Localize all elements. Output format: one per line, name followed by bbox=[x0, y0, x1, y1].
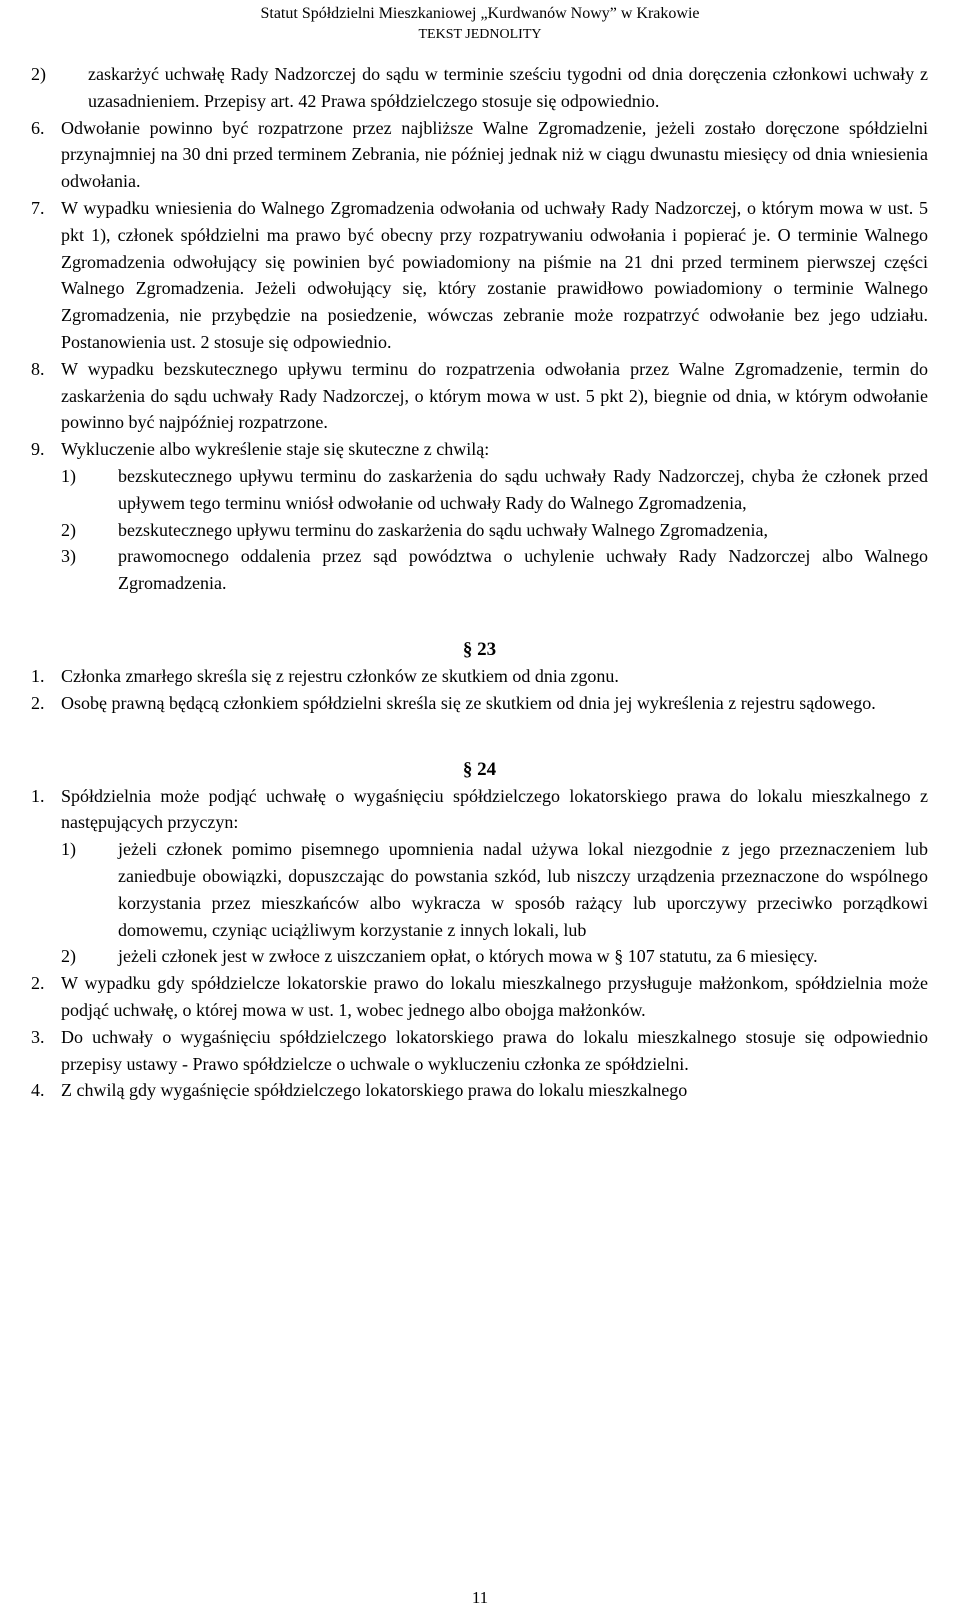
list-item-number: 2) bbox=[31, 64, 46, 84]
sub-list-item-number: 2) bbox=[61, 946, 76, 967]
list-item-number: 6. bbox=[31, 117, 45, 138]
list-item-text: W wypadku gdy spółdzielcze lokatorskie prawo do lokalu mieszkalnego przysługuje małżonkom, spółdzielnia może podjąć uchwałę, o której mowa w ust. 1, wobec jednego albo obojga małżonków. bbox=[61, 973, 928, 1020]
list-item bbox=[31, 356, 928, 436]
section-heading-23: § 23 bbox=[462, 638, 497, 660]
list-item-text: Do uchwały o wygaśnięciu spółdzielczego lokatorskiego prawa do lokalu mieszkalnego stosuje się odpowiednio przepisy ustawy - Prawo spółdzielcze o uchwale o wykluczeniu członka ze spółdzielni. bbox=[61, 1026, 928, 1074]
list-item bbox=[31, 1077, 928, 1104]
list-item-number: 7. bbox=[31, 197, 45, 218]
sub-list-item-text: jeżeli członek pomimo pisemnego upomnienia nadal używa lokal niezgodnie z jego przeznaczeniem lub zaniedbuje obowiązki, dopuszczając do powstania szkód, lub niszczy urządzenia przeznaczone do wspólnego korzystania przez mieszkańców albo wykracza w sposób rażący lub uporczywy przeciwko porządkowi domowemu, czyniąc uciążliwym korzystanie z innych lokali, lub bbox=[118, 839, 928, 940]
list-item-number: 8. bbox=[31, 358, 45, 379]
document-body bbox=[31, 61, 928, 1104]
sub-list-item-number: 2) bbox=[61, 519, 76, 540]
sub-list-item-number: 3) bbox=[61, 546, 76, 567]
list-item bbox=[31, 663, 928, 690]
list-item bbox=[31, 783, 928, 837]
header-subtitle: TEKST JEDNOLITY bbox=[418, 27, 542, 42]
list-item bbox=[31, 61, 928, 115]
list-item-text: Wykluczenie albo wykreślenie staje się skuteczne z chwilą: bbox=[61, 439, 490, 460]
list-item-text: Członka zmarłego skreśla się z rejestru członków ze skutkiem od dnia zgonu. bbox=[61, 665, 619, 686]
sub-list-item bbox=[61, 543, 928, 597]
sub-list-item-text: bezskutecznego upływu terminu do zaskarżenia do sądu uchwały Rady Nadzorczej, chyba że członek przed upływem tego terminu wniósł odwołanie od uchwały Rady do Walnego Zgromadzenia, bbox=[118, 465, 928, 513]
list-item-number: 4. bbox=[31, 1080, 45, 1101]
list-item-text: W wypadku wniesienia do Walnego Zgromadzenia odwołania od uchwały Rady Nadzorczej, o którym mowa w ust. 5 pkt 1), członek spółdzielni ma prawo być obecny przy rozpatrywaniu odwołania i popierać je. O terminie Walnego Zgromadzenia odwołujący się powinien być powiadomiony na piśmie na 21 dni przed terminem pierwszej części Walnego Zgromadzenia. Jeżeli odwołujący się, który zostanie prawidłowo powiadomiony o terminie Walnego Zgromadzenia, nie przybędzie na posiedzenie, wówczas zebranie może rozpatrzyć odwołanie bez jego udziału. Postanowienia ust. 2 stosuje się odpowiednio. bbox=[61, 197, 928, 352]
section-heading-24: § 24 bbox=[462, 758, 497, 780]
sub-list-item bbox=[61, 517, 928, 544]
spacer bbox=[31, 597, 928, 637]
sub-list-item-text: jeżeli członek jest w zwłoce z uiszczaniem opłat, o których mowa w § 107 statutu, za 6 miesięcy. bbox=[118, 946, 818, 967]
list-item-number: 9. bbox=[31, 439, 45, 460]
page-header bbox=[0, 2, 960, 44]
sub-list-item-text: prawomocnego oddalenia przez sąd powództwa o uchylenie uchwały Rady Nadzorczej albo Walnego Zgromadzenia. bbox=[118, 546, 928, 594]
list-item-number: 2. bbox=[31, 973, 45, 994]
list-item bbox=[31, 436, 928, 463]
spacer bbox=[31, 717, 928, 757]
list-item bbox=[31, 970, 928, 1024]
header-document-title: Statut Spółdzielni Mieszkaniowej „Kurdwanów Nowy” w Krakowie bbox=[260, 5, 700, 22]
page-number: 11 bbox=[471, 1588, 489, 1607]
list-item-text: Z chwilą gdy wygaśnięcie spółdzielczego lokatorskiego prawa do lokalu mieszkalnego bbox=[61, 1080, 688, 1101]
list-item bbox=[31, 690, 928, 717]
list-item bbox=[31, 1024, 928, 1078]
list-item-text: W wypadku bezskutecznego upływu terminu do rozpatrzenia odwołania przez Walne Zgromadzenie, termin do zaskarżenia do sądu uchwały Rady Nadzorczej, o którym mowa w ust. 5 pkt 2), biegnie od dnia, w którym odwołanie powinno być najpóźniej rozpatrzone. bbox=[61, 358, 928, 433]
sub-list-item bbox=[61, 943, 928, 970]
sub-list-item-number: 1) bbox=[61, 465, 76, 486]
list-item-number: 1. bbox=[31, 665, 45, 686]
list-item-text: Odwołanie powinno być rozpatrzone przez najbliższe Walne Zgromadzenie, jeżeli zostało doręczone spółdzielni przynajmniej na 30 dni przed terminem Zebrania, nie później jednak niż w ciągu dwunastu miesięcy od dnia wniesienia odwołania. bbox=[61, 117, 928, 192]
list-item-text: Osobę prawną będącą członkiem spółdzielni skreśla się ze skutkiem od dnia jej wykreślenia z rejestru sądowego. bbox=[61, 692, 876, 713]
list-item bbox=[31, 195, 928, 356]
list-item bbox=[31, 115, 928, 195]
sub-list-item bbox=[61, 836, 928, 943]
sub-list-item-number: 1) bbox=[61, 839, 76, 860]
list-item-number: 2. bbox=[31, 692, 45, 713]
list-item-text: zaskarżyć uchwałę Rady Nadzorczej do sądu w terminie sześciu tygodni od dnia doręczenia członkowi uchwały z uzasadnieniem. Przepisy art. 42 Prawa spółdzielczego stosuje się odpowiednio. bbox=[88, 64, 928, 111]
sub-list-item-text: bezskutecznego upływu terminu do zaskarżenia do sądu uchwały Walnego Zgromadzenia, bbox=[118, 519, 768, 540]
list-item-number: 1. bbox=[31, 785, 45, 806]
list-item-text: Spółdzielnia może podjąć uchwałę o wygaśnięciu spółdzielczego lokatorskiego prawa do lokalu mieszkalnego z następujących przyczyn: bbox=[61, 785, 928, 833]
sub-list-item bbox=[61, 463, 928, 517]
list-item-number: 3. bbox=[31, 1026, 45, 1047]
